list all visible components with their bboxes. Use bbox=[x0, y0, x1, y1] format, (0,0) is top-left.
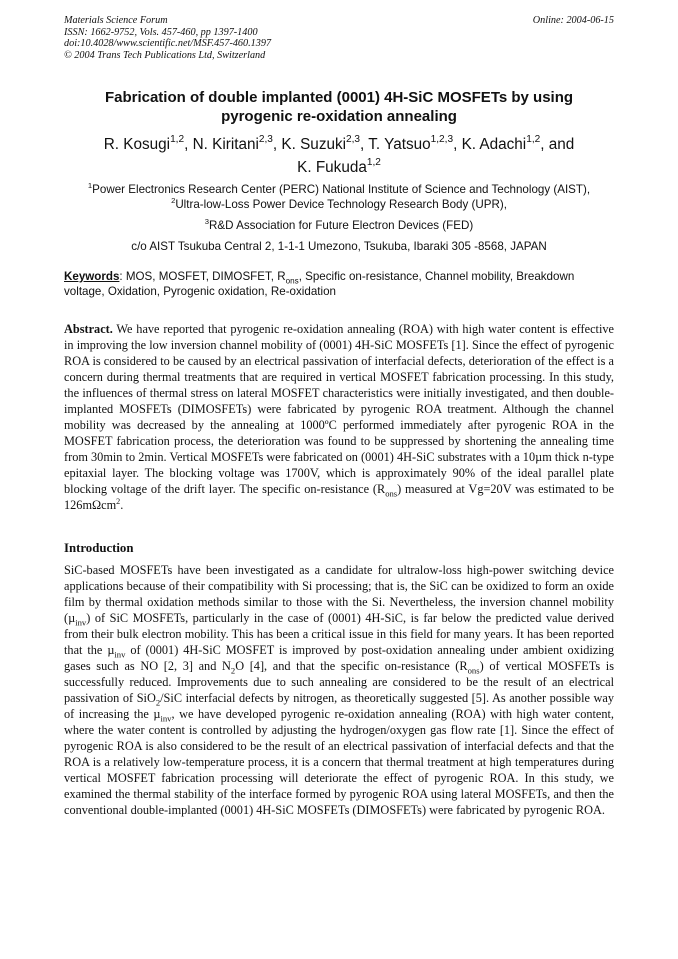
keywords-label: Keywords bbox=[64, 270, 120, 283]
affiliations bbox=[64, 182, 614, 254]
journal-header bbox=[64, 15, 614, 63]
affiliation-3: $^3$R&D Association for Future Electron Devices (FED) bbox=[204, 216, 474, 232]
journal-doi: doi:10.4028/www.scientific.net/MSF.457-460.1397 bbox=[64, 38, 272, 50]
author: K. Suzuki bbox=[281, 136, 347, 153]
author-separator: , bbox=[453, 136, 462, 153]
keywords: Keywords: MOS, MOSFET, DIMOSFET, $R_{ons}$, Specific on-resistance, Channel mobility, Breakdown voltage, Oxidation, Pyrogenic oxidation, Re-oxidation bbox=[64, 270, 575, 298]
paper-page bbox=[64, 15, 614, 818]
author: K. Adachi bbox=[461, 136, 527, 153]
author-affil-sup: 2,3 bbox=[346, 134, 361, 146]
affiliation-address: c/o AIST Tsukuba Central 2, 1-1-1 Umezono, Tsukuba, Ibaraki 305 -8568, JAPAN bbox=[131, 240, 547, 253]
affiliation-1: $^1$Power Electronics Research Center (PERC) National Institute of Science and Technology (AIST), bbox=[87, 180, 591, 196]
affiliation-2: $^2$Ultra-low-Loss Power Device Technology Research Body (UPR), bbox=[171, 195, 507, 211]
author-affil-sup: 1,2,3 bbox=[430, 134, 454, 146]
journal-info bbox=[64, 15, 271, 61]
author: N. Kiritani bbox=[192, 136, 259, 153]
author: R. Kosugi bbox=[103, 136, 171, 153]
journal-issn: ISSN: 1662-9752, Vols. 457-460, pp 1397-1400 bbox=[64, 26, 258, 38]
journal-copyright: © 2004 Trans Tech Publications Ltd, Switzerland bbox=[64, 49, 266, 61]
author-list bbox=[64, 133, 614, 179]
author-separator: , bbox=[272, 136, 282, 153]
abstract: Abstract. We have reported that pyrogenic re-oxidation annealing (ROA) with high water content is effective in improving the low inversion channel mobility of (0001) 4H-SiC MOSFETs [1]. Since the effect of pyrogenic ROA is considered to be caused by an electrical passivation of interfacial defects, deterioration of the effect is a concern during thermal treatments that are required in vertical MOSFET fabrication processing. In this study, the influences of thermal stress on lateral MOSFET characteristics were initially investigated, and then double-implanted MOSFETs (DIMOSFETs) were fabricated by pyrogenic ROA treatment. Although the channel mobility was decreased by the annealing at 1000ºC performed immediately after pyrogenic ROA in the MOSFET fabrication process, the deterioration was found to be suppressed by shortening the annealing time from 30min to 2min. Vertical MOSFETs were fabricated on (0001) 4H-SiC substrates with a 10µm thick n-type epitaxial layer. The blocking voltage was 1700V, which is approximately 90% of the ideal parallel plate blocking voltage of the drift layer. The specific on-resistance $(R_{ons})$ measured at Vg=20V was estimated to be 126mΩcm$^2$. bbox=[64, 322, 614, 512]
title-line-1: Fabrication of double implanted (0001) 4H-SiC MOSFETs by using bbox=[104, 89, 574, 106]
title-line-2: pyrogenic re-oxidation annealing bbox=[221, 108, 457, 125]
author-separator: , bbox=[360, 136, 369, 153]
author-affil-sup: 1,2 bbox=[170, 134, 185, 146]
paper-title bbox=[64, 88, 614, 126]
author-affil-sup: 1,2 bbox=[526, 134, 541, 146]
author-affil-sup: 1,2 bbox=[366, 157, 381, 169]
introduction-paragraph: SiC-based MOSFETs have been investigated as a candidate for ultralow-loss high-power switching device applications because of their compatibility with Si processing; that is, the SiC can be oxidized to form an oxide film by thermal oxidation methods similar to those with the Si. Nevertheless, the inversion channel mobility (µ$_{inv}$) of SiC MOSFETs, particularly in the case of (0001) 4H-SiC, is far below the predicted value derived from their bulk electron mobility. This has been a critical issue in this field for many years. It has been reported that the µ$_{inv}$ of (0001) 4H-SiC MOSFET is improved by post-oxidation annealing under ambient oxidizing gases such as NO [2, 3] and $N_2O$ [4], and that the specific on-resistance $(R_{ons})$ of vertical MOSFETs is successfully reduced. Improvements due to such annealing are considered to be the result of an electrical passivation of SiO$_2$/SiC interfacial defects by nitrogen, as theoretically suggested [5]. As another possible way of increasing the µ$_{inv}$, we have developed pyrogenic re-oxidation annealing (ROA) with high water content, where the water content is controlled by adjusting the hydrogen/oxygen gas flow rate [1]. Since the effect of pyrogenic ROA is also considered to be the result of an electrical passivation of interfacial defects and that the ROA is a relatively low-temperature process, it is a concern that thermal treatment at high temperatures during vertical MOSFET fabrication processing will deteriorate the effect of pyrogenic ROA. In this study, we examined the thermal stability of the interface formed by pyrogenic ROA using lateral MOSFETs, and then the conventional double-implanted (0001) 4H-SiC MOSFETs (DIMOSFETs) were fabricated by pyrogenic ROA. bbox=[64, 563, 615, 817]
author-affil-sup: 2,3 bbox=[258, 134, 273, 146]
section-heading-introduction: Introduction bbox=[64, 541, 134, 555]
author: K. Fukuda bbox=[297, 159, 367, 176]
author-and: , and bbox=[540, 136, 575, 153]
author: T. Yatsuo bbox=[368, 136, 431, 153]
online-date: Online: 2004-06-15 bbox=[532, 15, 614, 26]
journal-name: Materials Science Forum bbox=[64, 15, 168, 26]
author-separator: , bbox=[184, 136, 193, 153]
abstract-label: Abstract. bbox=[64, 322, 113, 336]
